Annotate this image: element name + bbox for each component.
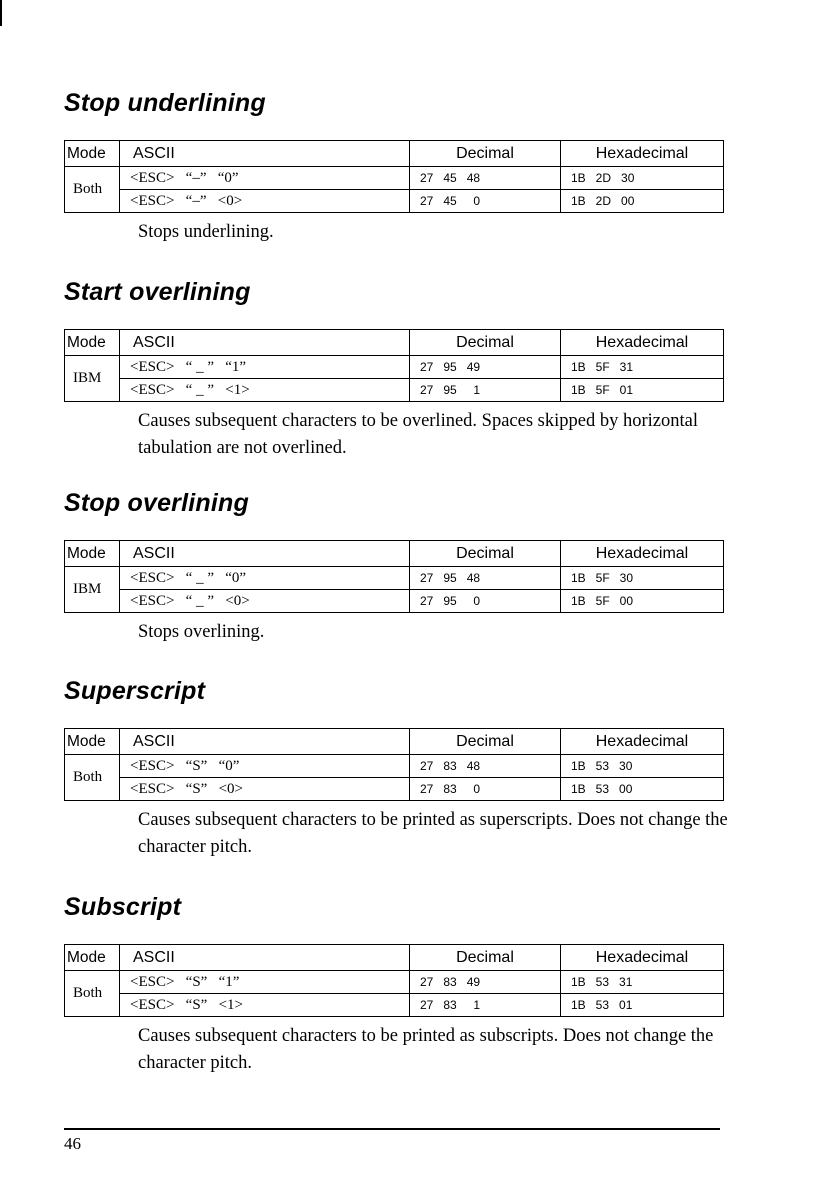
- command-table: [64, 728, 724, 801]
- hex-cell: 1B 53 31: [561, 971, 724, 994]
- table-row: [65, 167, 724, 190]
- header-mode: Mode: [65, 541, 120, 567]
- ascii-cell: <ESC> “S” <1>: [120, 994, 410, 1017]
- table-header-row: [65, 541, 724, 567]
- ascii-cell: <ESC> “ _ ” “0”: [120, 567, 410, 590]
- decimal-cell: 27 95 48: [410, 567, 561, 590]
- header-mode: Mode: [65, 945, 120, 971]
- header-decimal: Decimal: [410, 330, 561, 356]
- ascii-cell: <ESC> “ _ ” “1”: [120, 356, 410, 379]
- command-section: [64, 488, 724, 646]
- command-table: [64, 140, 724, 213]
- header-hexadecimal: Hexadecimal: [561, 141, 724, 167]
- decimal-cell: 27 45 48: [410, 167, 561, 190]
- table-header-row: [65, 945, 724, 971]
- table-row: [65, 567, 724, 590]
- hex-cell: 1B 2D 30: [561, 167, 724, 190]
- hex-cell: 1B 5F 00: [561, 590, 724, 613]
- decimal-cell: 27 83 1: [410, 994, 561, 1017]
- mode-cell: IBM: [65, 356, 120, 402]
- header-ascii: ASCII: [120, 330, 410, 356]
- decimal-cell: 27 95 1: [410, 379, 561, 402]
- decimal-cell: 27 95 0: [410, 590, 561, 613]
- hex-cell: 1B 53 30: [561, 755, 724, 778]
- table-row: [65, 994, 724, 1017]
- ascii-cell: <ESC> “ _ ” <1>: [120, 379, 410, 402]
- table-row: [65, 778, 724, 801]
- table-header-row: [65, 330, 724, 356]
- hex-cell: 1B 2D 00: [561, 190, 724, 213]
- header-ascii: ASCII: [120, 141, 410, 167]
- header-decimal: Decimal: [410, 541, 561, 567]
- ascii-cell: <ESC> “–” <0>: [120, 190, 410, 213]
- command-section: [64, 676, 728, 861]
- ascii-cell: <ESC> “ _ ” <0>: [120, 590, 410, 613]
- section-description: Causes subsequent characters to be printed as superscripts. Does not change the character pitch.: [138, 810, 728, 857]
- header-hexadecimal: Hexadecimal: [561, 729, 724, 755]
- table-row: [65, 379, 724, 402]
- header-mode: Mode: [65, 330, 120, 356]
- command-section: [64, 88, 724, 246]
- header-mode: Mode: [65, 729, 120, 755]
- section-description: Causes subsequent characters to be printed as subscripts. Does not change the character pitch.: [138, 1026, 714, 1073]
- section-description: Stops overlining.: [138, 622, 265, 642]
- header-decimal: Decimal: [410, 945, 561, 971]
- table-header-row: [65, 729, 724, 755]
- table-row: [65, 971, 724, 994]
- header-ascii: ASCII: [120, 945, 410, 971]
- table-header-row: [65, 141, 724, 167]
- ascii-cell: <ESC> “–” “0”: [120, 167, 410, 190]
- header-decimal: Decimal: [410, 141, 561, 167]
- table-row: [65, 356, 724, 379]
- header-hexadecimal: Hexadecimal: [561, 541, 724, 567]
- section-description: Causes subsequent characters to be overlined. Spaces skipped by horizontal tabulation are not overlined.: [138, 411, 698, 458]
- hex-cell: 1B 53 00: [561, 778, 724, 801]
- footer-rule: [64, 1128, 720, 1130]
- hex-cell: 1B 5F 30: [561, 567, 724, 590]
- table-row: [65, 755, 724, 778]
- section-heading: Start overlining: [64, 278, 251, 306]
- ascii-cell: <ESC> “S” <0>: [120, 778, 410, 801]
- scan-edge-mark: [0, 0, 2, 26]
- section-heading: Superscript: [64, 677, 206, 705]
- hex-cell: 1B 5F 31: [561, 356, 724, 379]
- command-section: [64, 277, 724, 462]
- header-ascii: ASCII: [120, 541, 410, 567]
- section-heading: Stop overlining: [64, 489, 249, 517]
- command-table: [64, 329, 724, 402]
- ascii-cell: <ESC> “S” “1”: [120, 971, 410, 994]
- header-mode: Mode: [65, 141, 120, 167]
- table-row: [65, 190, 724, 213]
- command-section: [64, 892, 724, 1077]
- mode-cell: Both: [65, 971, 120, 1017]
- mode-cell: Both: [65, 167, 120, 213]
- table-row: [65, 590, 724, 613]
- header-hexadecimal: Hexadecimal: [561, 945, 724, 971]
- decimal-cell: 27 83 49: [410, 971, 561, 994]
- header-ascii: ASCII: [120, 729, 410, 755]
- header-decimal: Decimal: [410, 729, 561, 755]
- ascii-cell: <ESC> “S” “0”: [120, 755, 410, 778]
- header-hexadecimal: Hexadecimal: [561, 330, 724, 356]
- mode-cell: IBM: [65, 567, 120, 613]
- decimal-cell: 27 45 0: [410, 190, 561, 213]
- hex-cell: 1B 53 01: [561, 994, 724, 1017]
- command-table: [64, 944, 724, 1017]
- command-table: [64, 540, 724, 613]
- page-number: 46: [64, 1134, 81, 1153]
- section-description: Stops underlining.: [138, 222, 274, 242]
- hex-cell: 1B 5F 01: [561, 379, 724, 402]
- mode-cell: Both: [65, 755, 120, 801]
- section-heading: Stop underlining: [64, 89, 266, 117]
- decimal-cell: 27 95 49: [410, 356, 561, 379]
- section-heading: Subscript: [64, 893, 182, 921]
- decimal-cell: 27 83 0: [410, 778, 561, 801]
- decimal-cell: 27 83 48: [410, 755, 561, 778]
